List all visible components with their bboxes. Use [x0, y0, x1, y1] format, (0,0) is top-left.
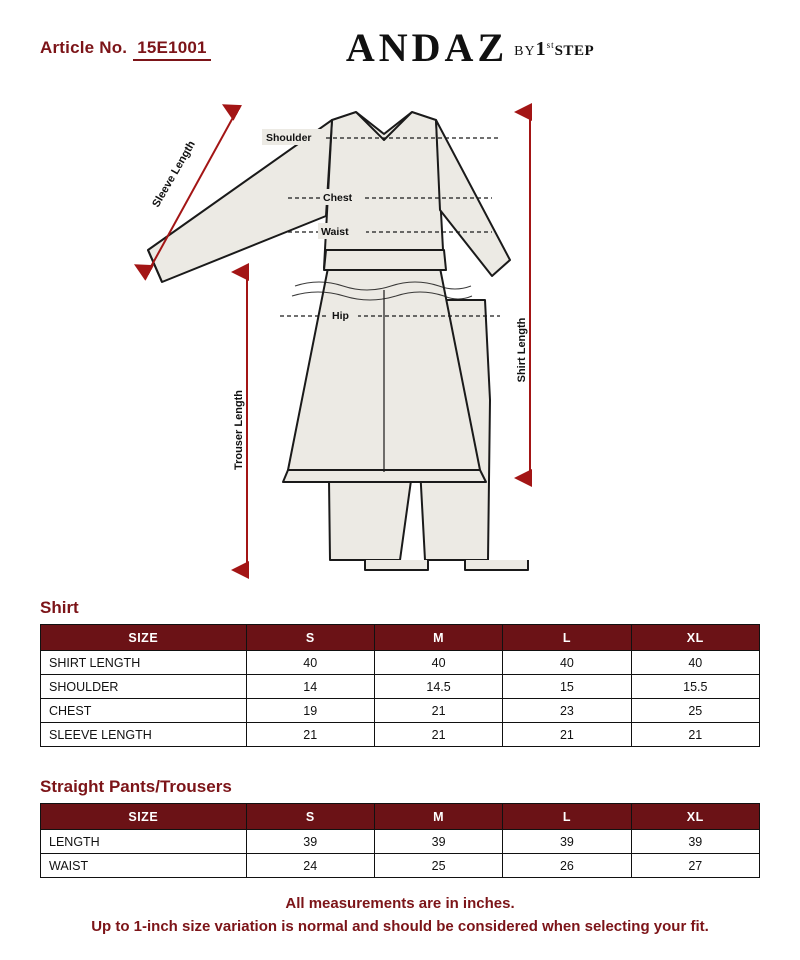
brand-one: 1	[535, 38, 547, 60]
article-number-value: 15E1001	[133, 38, 210, 61]
column-header-size: SIZE	[41, 804, 247, 830]
garment-diagram	[40, 100, 760, 590]
cell-value: 40	[374, 651, 502, 675]
trouser-table-title: Straight Pants/Trousers	[40, 777, 232, 796]
cell-value: 26	[503, 854, 631, 878]
table-row	[41, 854, 760, 878]
page-header	[40, 0, 760, 100]
row-label: WAIST	[41, 854, 247, 878]
brand-tagline	[514, 39, 594, 59]
cell-value: 14.5	[374, 675, 502, 699]
table-row	[41, 830, 760, 854]
brand-logo	[320, 25, 620, 70]
table-row	[41, 723, 760, 747]
cell-value: 15	[503, 675, 631, 699]
column-header-s: S	[246, 625, 374, 651]
column-header-l: L	[503, 804, 631, 830]
label-hip: Hip	[332, 310, 349, 322]
column-header-s: S	[246, 804, 374, 830]
brand-ordinal-suffix: st	[546, 40, 555, 50]
cell-value: 15.5	[631, 675, 759, 699]
table-header-row	[41, 804, 760, 830]
cell-value: 40	[503, 651, 631, 675]
cell-value: 24	[246, 854, 374, 878]
cell-value: 23	[503, 699, 631, 723]
footnote-variation: Up to 1-inch size variation is normal and should be considered when selecting your fit.	[91, 918, 709, 936]
label-sleeve-length: Sleeve Length	[150, 138, 198, 210]
column-header-size: SIZE	[41, 625, 247, 651]
row-label: CHEST	[41, 699, 247, 723]
cell-value: 21	[631, 723, 759, 747]
column-header-m: M	[374, 804, 502, 830]
footnotes	[40, 892, 760, 939]
cell-value: 39	[503, 830, 631, 854]
brand-name: ANDAZ	[345, 25, 509, 70]
cell-value: 21	[374, 723, 502, 747]
cell-value: 25	[631, 699, 759, 723]
cell-value: 40	[246, 651, 374, 675]
label-trouser-length: Trouser Length	[233, 389, 245, 471]
label-shoulder: Shoulder	[266, 132, 312, 144]
label-chest: Chest	[323, 192, 353, 204]
article-number	[40, 38, 211, 61]
row-label: SHOULDER	[41, 675, 247, 699]
label-waist: Waist	[321, 226, 349, 238]
column-header-l: L	[503, 625, 631, 651]
brand-by: BY	[514, 44, 536, 59]
cell-value: 21	[374, 699, 502, 723]
brand-step: STEP	[554, 43, 595, 59]
cell-value: 40	[631, 651, 759, 675]
table-header-row	[41, 625, 760, 651]
column-header-xl: XL	[631, 804, 759, 830]
column-header-m: M	[374, 625, 502, 651]
trouser-size-table	[40, 803, 760, 878]
cell-value: 27	[631, 854, 759, 878]
column-header-xl: XL	[631, 625, 759, 651]
row-label: SLEEVE LENGTH	[41, 723, 247, 747]
cell-value: 25	[374, 854, 502, 878]
table-row	[41, 699, 760, 723]
row-label: LENGTH	[41, 830, 247, 854]
footnote-units: All measurements are in inches.	[285, 895, 515, 912]
cell-value: 39	[246, 830, 374, 854]
cell-value: 19	[246, 699, 374, 723]
cell-value: 39	[631, 830, 759, 854]
cell-value: 21	[503, 723, 631, 747]
label-shirt-length: Shirt Length	[516, 317, 528, 383]
cell-value: 39	[374, 830, 502, 854]
table-row	[41, 651, 760, 675]
row-label: SHIRT LENGTH	[41, 651, 247, 675]
shirt-table-title: Shirt	[40, 598, 79, 617]
article-number-label: Article No.	[40, 38, 128, 57]
cell-value: 14	[246, 675, 374, 699]
shirt-size-table	[40, 624, 760, 747]
cell-value: 21	[246, 723, 374, 747]
table-row	[41, 675, 760, 699]
